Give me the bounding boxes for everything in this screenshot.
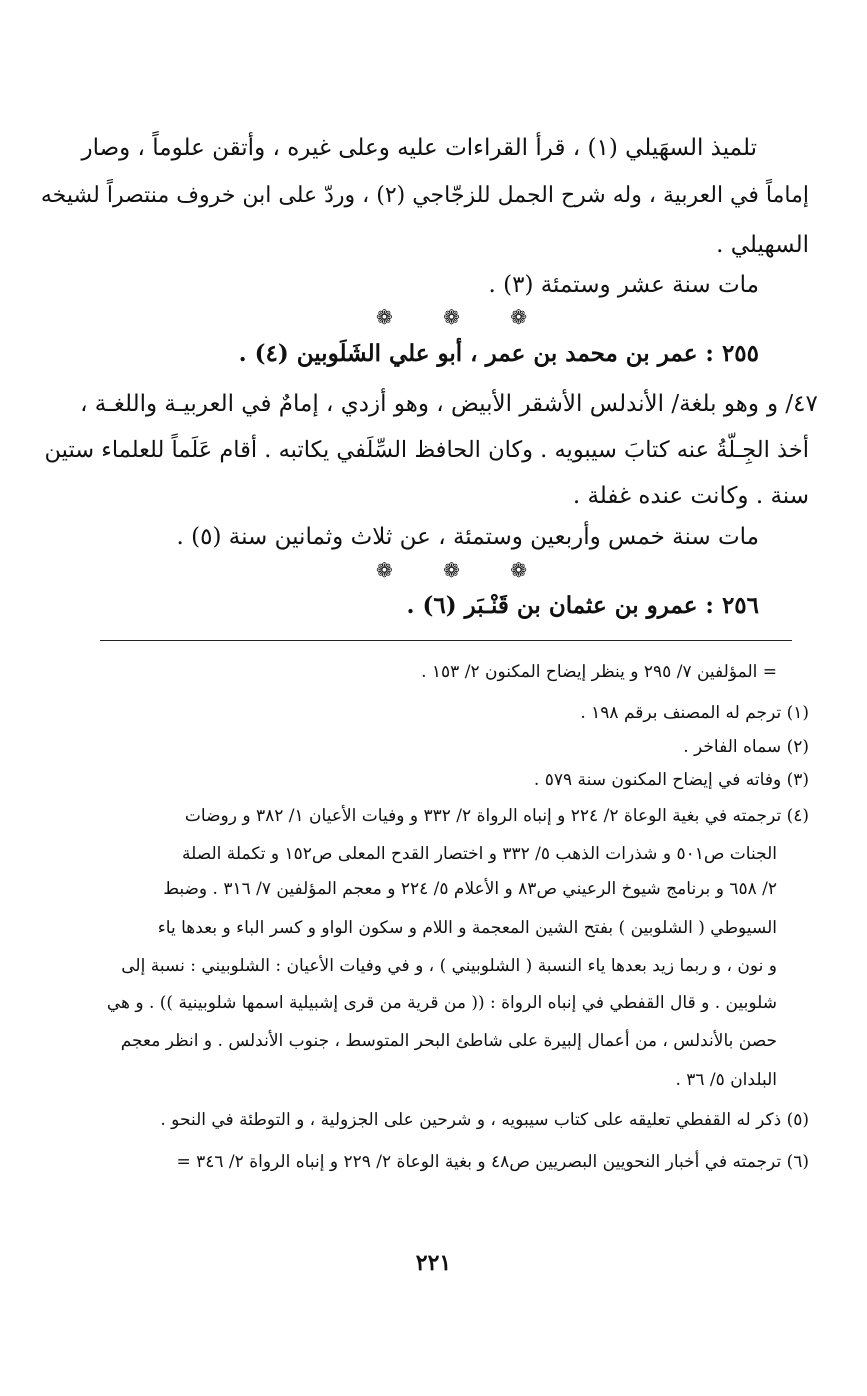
footnote-line-9: شلوبين . و قال القفطي في إنباه الرواة : (( من قرية من قرى إشبيلية اسمها شلوبينية )) . و هي: [106, 993, 777, 1013]
entry-heading-255: ٢٥٥ : عمر بن محمد بن عمر ، أبو علي الشَلَوبين (٤) .: [238, 340, 759, 367]
section-separator-1: ❁ ❁ ❁: [376, 305, 549, 329]
footnote-line-10: حصن بالأندلس ، من أعمال إلبيرة على شاطئ البحر المتوسط ، جنوب الأندلس . و انظر معجم: [120, 1031, 777, 1051]
main-line-7: أخذ الجِـلّةُ عنه كتابَ سيبويه . وكان الحافظ السِّلَفي يكاتبه . أقام عَلَماً للعلماء ستين: [44, 437, 809, 463]
main-line-6: وهو بلغة/ الأندلس الأشقر الأبيض ، وهو أزدي ، إمامٌ في العربيـة واللغـة ،: [80, 391, 759, 417]
footnote-line-6: ٢/ ٦٥٨ و برنامج شيوخ الرعيني ص٨٣ و الأعلام ٥/ ٢٢٤ و معجم المؤلفين ٧/ ٣١٦ . وضبط: [163, 879, 777, 899]
section-separator-2: ❁ ❁ ❁: [376, 558, 549, 582]
main-line-3: السهيلي .: [716, 232, 809, 258]
main-line-1: تلميذ السهَيلي (١) ، قرأ القراءات عليه وعلى غيره ، وأتقن علوماً ، وصار: [81, 135, 757, 161]
main-line-8: سنة . وكانت عنده غفلة .: [572, 483, 809, 509]
footnote-line-11: البلدان ٥/ ٣٦ .: [675, 1070, 777, 1090]
footnote-line-7: السيوطي ( الشلوبين ) بفتح الشين المعجمة و اللام و سكون الواو و كسر الباء و بعدها ياء: [157, 918, 777, 938]
footnote-line-0: = المؤلفين ٧/ ٢٩٥ و ينظر إيضاح المكنون ٢/ ١٥٣ .: [421, 662, 777, 682]
footnote-line-13: (٦) ترجمته في أخبار النحويين البصريين ص٤٨ و بغية الوعاة ٢/ ٢٢٩ و إنباه الرواة ٢/ ٣٤٦ =: [176, 1152, 809, 1172]
footnote-line-8: و نون ، و ربما زيد بعدها ياء النسبة ( الشلوبيني ) ، و في وفيات الأعيان : الشلوبيني : نسبة إلى: [121, 956, 777, 976]
page-number: ٢٢١: [415, 1250, 452, 1276]
margin-folio-text: ٤٧/ و: [767, 391, 818, 417]
footnote-line-1: (١) ترجم له المصنف برقم ١٩٨ .: [580, 703, 809, 723]
footnote-divider: [100, 640, 792, 641]
main-line-4: مات سنة عشر وستمئة (٣) .: [488, 272, 759, 298]
margin-folio-note: [767, 391, 867, 417]
footnote-line-5: الجنات ص٥٠١ و شذرات الذهب ٥/ ٣٣٢ و اختصار القدح المعلى ص١٥٢ و تكملة الصلة: [182, 844, 777, 864]
footnote-line-3: (٣) وفاته في إيضاح المكنون سنة ٥٧٩ .: [533, 770, 809, 790]
footnote-line-4: (٤) ترجمته في بغية الوعاة ٢/ ٢٢٤ و إنباه الرواة ٢/ ٣٣٢ و وفيات الأعيان ١/ ٣٨٢ و روضات: [184, 806, 809, 826]
main-line-2: إماماً في العربية ، وله شرح الجمل للزجّاجي (٢) ، وردّ على ابن خروف منتصراً لشيخه: [40, 183, 809, 208]
entry-heading-256: ٢٥٦ : عمرو بن عثمان بن قَنْـبَر (٦) .: [406, 592, 759, 619]
main-line-9: مات سنة خمس وأربعين وستمئة ، عن ثلاث وثمانين سنة (٥) .: [176, 524, 759, 550]
footnote-line-12: (٥) ذكر له القفطي تعليقه على كتاب سيبويه ، و شرحين على الجزولية ، و التوطئة في النحو .: [160, 1110, 809, 1130]
footnote-line-2: (٢) سماه الفاخر .: [683, 737, 809, 757]
